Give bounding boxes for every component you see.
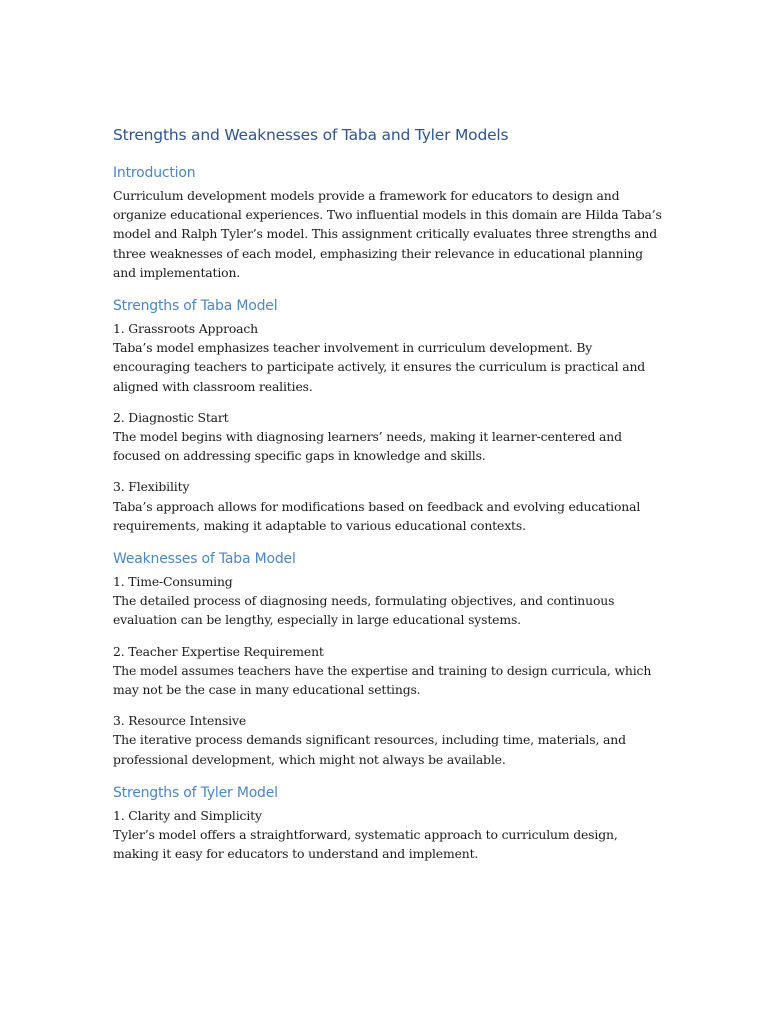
item-title: 2. Teacher Expertise Requirement <box>113 643 324 659</box>
document-page <box>113 122 663 876</box>
list-item <box>113 806 663 864</box>
document-title: Strengths and Weaknesses of Taba and Tyler Models <box>113 126 509 144</box>
item-text: Taba’s model emphasizes teacher involvement in curriculum development. By encouraging teachers to participate actively, it ensures the curriculum is practical and aligned with classroom realities. <box>113 340 646 394</box>
list-item <box>113 711 663 769</box>
list-item <box>113 642 663 700</box>
item-text: Taba’s approach allows for modifications based on feedback and evolving educational requirements, making it adaptable to various educational contexts. <box>113 498 641 533</box>
section-heading: Introduction <box>113 165 196 181</box>
list-item <box>113 477 663 535</box>
item-title: 2. Diagnostic Start <box>113 409 229 425</box>
item-title: 3. Flexibility <box>113 479 190 495</box>
item-text: The model begins with diagnosing learners’ needs, making it learner-centered and focused on addressing specific gaps in knowledge and skills. <box>113 429 622 464</box>
list-item <box>113 572 663 630</box>
item-text: Tyler’s model offers a straightforward, systematic approach to curriculum design, making it easy for educators to understand and implement. <box>113 827 618 862</box>
item-title: 1. Clarity and Simplicity <box>113 807 262 823</box>
section-heading: Strengths of Taba Model <box>113 298 278 315</box>
section-introduction <box>113 162 663 282</box>
list-item <box>113 408 663 466</box>
list-item <box>113 319 663 396</box>
section-paragraph: Curriculum development models provide a framework for educators to design and organize educational experiences. Two influential models in this domain are Hilda Taba’s model and Ralph Tyler’s model. This assignment critically evaluates three strengths and three weaknesses of each model, emphasizing their relevance in educational planning and implementation. <box>113 188 662 280</box>
item-title: 1. Grassroots Approach <box>113 321 259 337</box>
section-strengths-taba <box>113 295 663 535</box>
section-weaknesses-taba <box>113 548 663 769</box>
item-title: 3. Resource Intensive <box>113 713 247 729</box>
item-text: The iterative process demands significant resources, including time, materials, and professional development, which might not always be available. <box>113 732 626 767</box>
item-text: The model assumes teachers have the expertise and training to design curricula, which may not be the case in many educational settings. <box>113 662 652 698</box>
item-text: The detailed process of diagnosing needs, formulating objectives, and continuous evaluation can be lengthy, especially in large educational systems. <box>113 593 615 628</box>
section-heading: Strengths of Tyler Model <box>113 784 278 801</box>
section-heading: Weaknesses of Taba Model <box>113 551 296 568</box>
section-strengths-tyler <box>113 782 663 864</box>
item-title: 1. Time-Consuming <box>113 574 233 590</box>
